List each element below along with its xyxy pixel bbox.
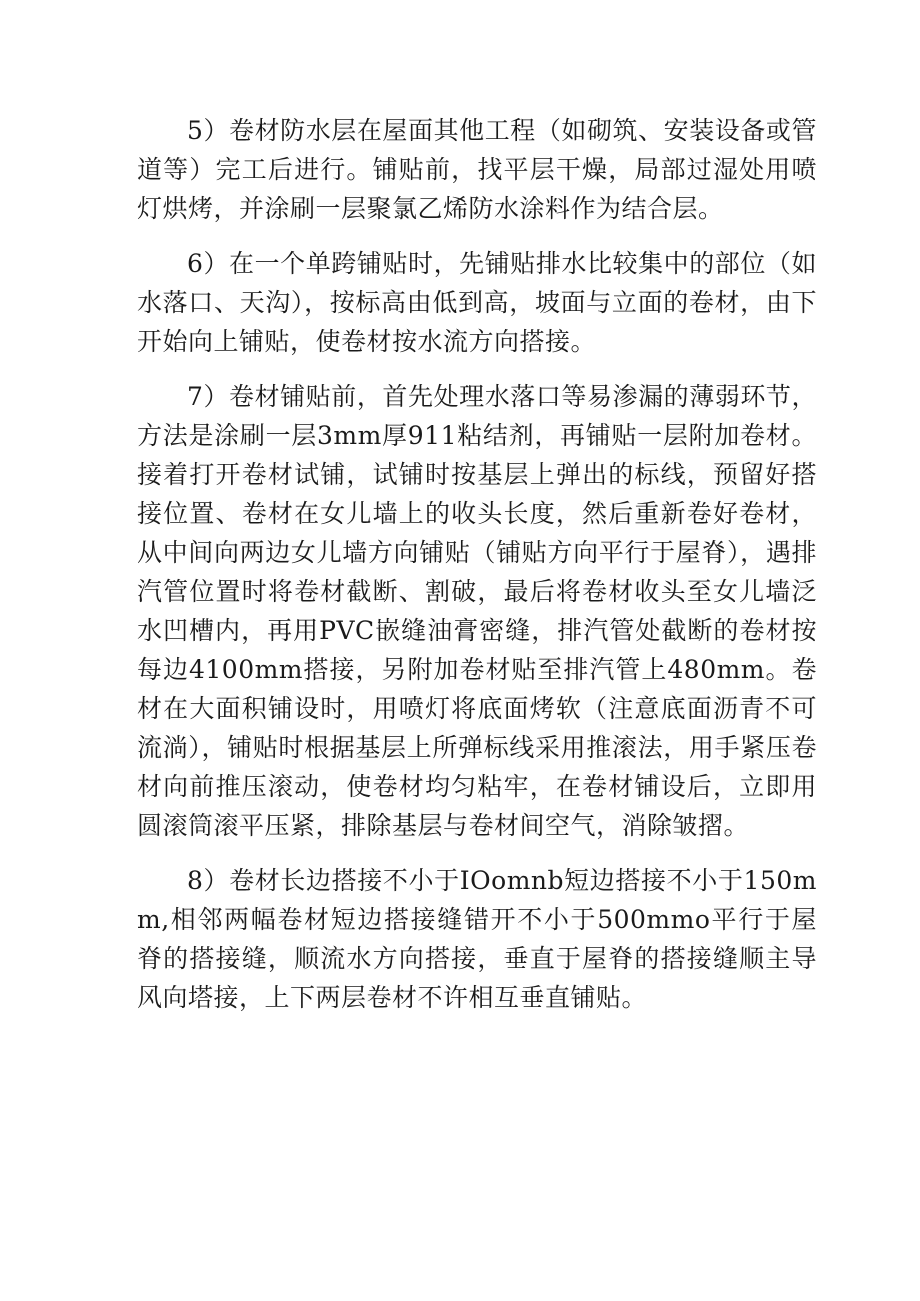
document-body <box>137 111 817 1017</box>
paragraph-6: 6）在一个单跨铺贴时，先铺贴排水比较集中的部位（如水落口、天沟），按标高由低到高，坡面与立面的卷材，由下开始向上铺贴，使卷材按水流方向搭接。 <box>137 249 817 356</box>
paragraph-7: 7）卷材铺贴前，首先处理水落口等易渗漏的薄弱环节，方法是涂刷一层3mm厚911粘结剂，再铺贴一层附加卷材。接着打开卷材试铺，试铺时按基层上弹出的标线，预留好搭接位置、卷材在女儿墙上的收头长度，然后重新卷好卷材，从中间向两边女儿墙方向铺贴（铺贴方向平行于屋脊），遇排汽管位置时将卷材截断、割破，最后将卷材收头至女儿墙泛水凹槽内，再用PVC嵌缝油膏密缝，排汽管处截断的卷材按每边4100mm搭接，另附加卷材贴至排汽管上480mm。卷材在大面积铺设时，用喷灯将底面烤软（注意底面沥青不可流淌），铺贴时根据基层上所弹标线采用推滚法，用手紧压卷材向前推压滚动，使卷材均匀粘牢，在卷材铺设后，立即用圆滚筒滚平压紧，排除基层与卷材间空气，消除皱摺。 <box>137 382 817 840</box>
paragraph-5: 5）卷材防水层在屋面其他工程（如砌筑、安装设备或管道等）完工后进行。铺贴前，找平层干燥，局部过湿处用喷灯烘烤，并涂刷一层聚氯乙烯防水涂料作为结合层。 <box>137 116 817 223</box>
paragraph-8: 8）卷材长边搭接不小于IOomnb短边搭接不小于150mm,相邻两幅卷材短边搭接缝错开不小于500mmo平行于屋脊的搭接缝，顺流水方向搭接，垂直于屋脊的搭接缝顺主导风向塔接，上下两层卷材不许相互垂直铺贴。 <box>137 866 817 1012</box>
